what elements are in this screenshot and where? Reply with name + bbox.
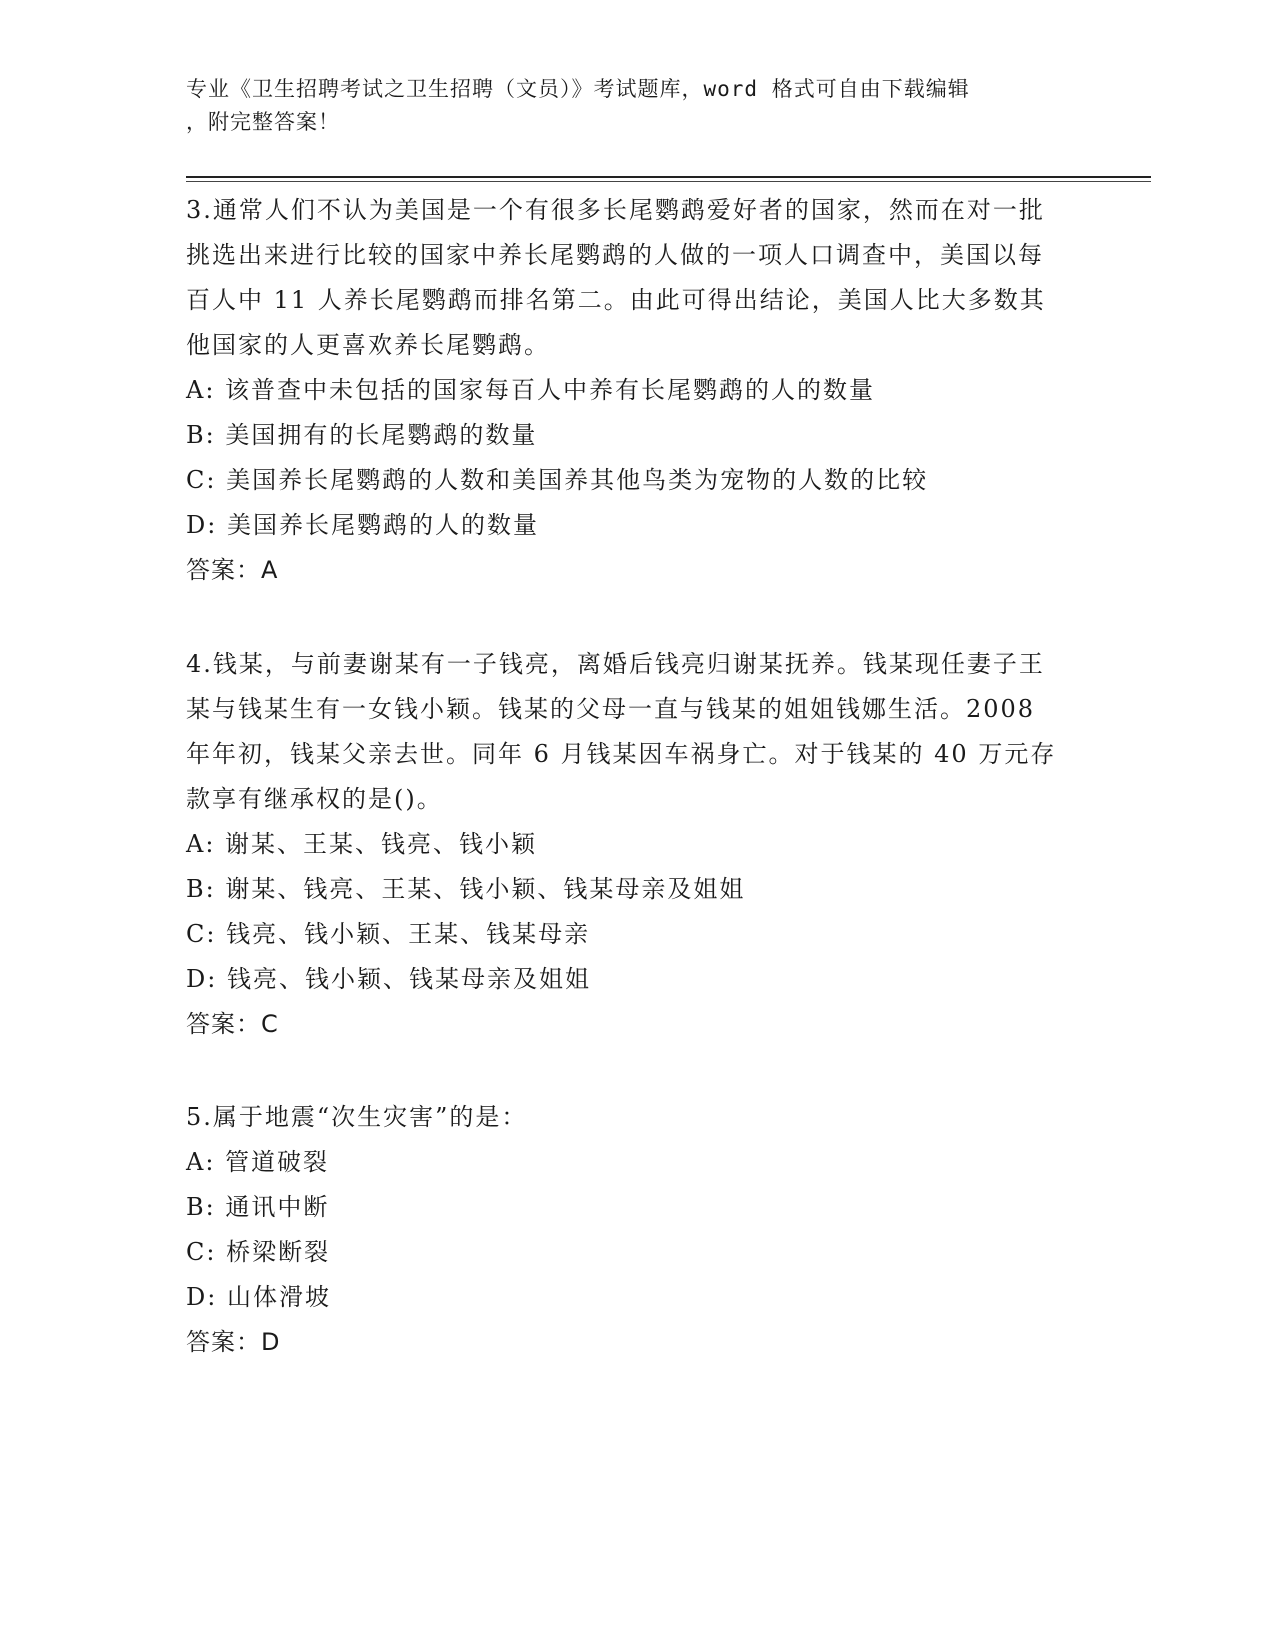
option-b: B: 通讯中断 — [186, 1193, 330, 1221]
question-5 — [186, 1095, 1066, 1365]
option-d: D: 山体滑坡 — [186, 1283, 331, 1311]
answer-line: 答案：D — [186, 1328, 281, 1356]
option-b: B: 美国拥有的长尾鹦鹉的数量 — [186, 421, 538, 449]
option-c: C: 美国养长尾鹦鹉的人数和美国养其他鸟类为宠物的人数的比较 — [186, 466, 929, 494]
option-d: D: 钱亮、钱小颖、钱某母亲及姐姐 — [186, 965, 591, 993]
question-3 — [186, 188, 1066, 593]
document-header — [186, 73, 1066, 139]
header-line-1: 专业《卫生招聘考试之卫生招聘（文员）》考试题库，word 格式可自由下载编辑 — [186, 77, 970, 101]
option-a: A: 管道破裂 — [186, 1148, 330, 1176]
option-c: C: 钱亮、钱小颖、王某、钱某母亲 — [186, 920, 591, 948]
header-line-2: ，附完整答案！ — [186, 110, 340, 134]
answer-line: 答案：C — [186, 1010, 279, 1038]
header-divider-thin — [186, 181, 1151, 182]
option-a: A: 该普查中未包括的国家每百人中养有长尾鹦鹉的人的数量 — [186, 376, 876, 404]
question-4 — [186, 642, 1066, 1047]
option-a: A: 谢某、王某、钱亮、钱小颖 — [186, 830, 538, 858]
question-stem: 5.属于地震“次生灾害”的是： — [186, 1103, 528, 1131]
option-d: D: 美国养长尾鹦鹉的人的数量 — [186, 511, 539, 539]
question-stem: 3.通常人们不认为美国是一个有很多长尾鹦鹉爱好者的国家，然而在对一批挑选出来进行比较的国家中养长尾鹦鹉的人做的一项人口调查中，美国以每百人中 11 人养长尾鹦鹉而排名第二。由此可得出结论，美国人比大多数其他国家的人更喜欢养长尾鹦鹉。 — [186, 196, 1046, 359]
question-stem: 4.钱某，与前妻谢某有一子钱亮，离婚后钱亮归谢某抚养。钱某现任妻子王某与钱某生有一女钱小颖。钱某的父母一直与钱某的姐姐钱娜生活。2008 年年初，钱某父亲去世。同年 6 月钱某因车祸身亡。对于钱某的 40 万元存款享有继承权的是()。 — [186, 650, 1057, 813]
answer-line: 答案：A — [186, 556, 279, 584]
option-b: B: 谢某、钱亮、王某、钱小颖、钱某母亲及姐姐 — [186, 875, 746, 903]
option-c: C: 桥梁断裂 — [186, 1238, 331, 1266]
header-divider-thick — [186, 176, 1151, 178]
